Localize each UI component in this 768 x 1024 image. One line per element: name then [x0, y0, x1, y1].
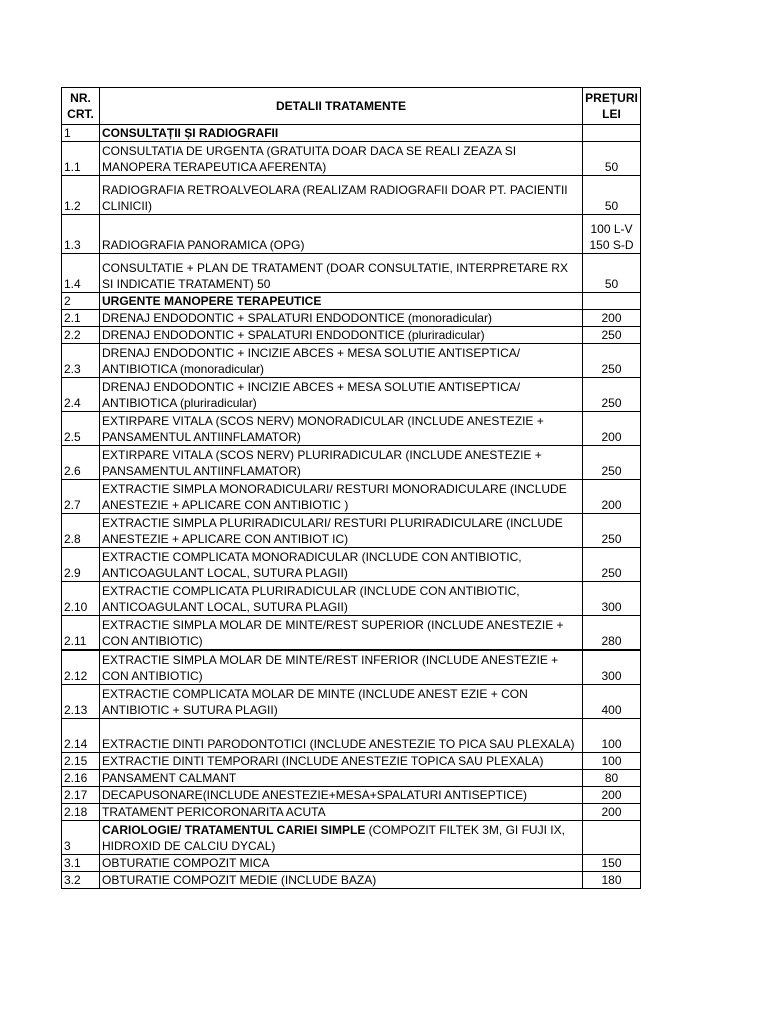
row-number: 2.12 [62, 650, 100, 685]
row-description: TRATAMENT PERICORONARITA ACUTA [100, 804, 583, 821]
row-description [100, 821, 583, 855]
row-number: 2.1 [62, 310, 100, 327]
row-price: 250 [583, 514, 641, 548]
table-row [62, 176, 641, 215]
row-number: 2.3 [62, 344, 100, 378]
row-description: DRENAJ ENDODONTIC + INCIZIE ABCES + MESA SOLUTIE ANTISEPTICA/ ANTIBIOTICA (monoradicular) [100, 344, 583, 378]
row-description: EXTRACTIE DINTI TEMPORARI (INCLUDE ANESTEZIE TOPICA SAU PLEXALA) [100, 753, 583, 770]
table-row [62, 142, 641, 176]
row-number: 1.1 [62, 142, 100, 176]
header-details: DETALII TRATAMENTE [100, 88, 583, 125]
row-description: EXTIRPARE VITALA (SCOS NERV) PLURIRADICULAR (INCLUDE ANESTEZIE + PANSAMENTUL ANTIINFLAMATOR) [100, 446, 583, 480]
row-number: 2.16 [62, 770, 100, 787]
row-number: 1 [62, 125, 100, 142]
table-row [62, 412, 641, 446]
table-row [62, 650, 641, 685]
table-row [62, 753, 641, 770]
row-price: 200 [583, 310, 641, 327]
row-price: 250 [583, 344, 641, 378]
row-number: 3 [62, 821, 100, 855]
table-row [62, 770, 641, 787]
table-row [62, 872, 641, 889]
row-number: 2.15 [62, 753, 100, 770]
row-number: 1.3 [62, 215, 100, 254]
table-row [62, 327, 641, 344]
row-description: CONSULTATIE + PLAN DE TRATAMENT (DOAR CONSULTATIE, INTERPRETARE RX SI INDICATIE TRATAMENT) 50 [100, 254, 583, 293]
row-price: 250 [583, 378, 641, 412]
table-row [62, 548, 641, 582]
table-row [62, 446, 641, 480]
row-price: 100 [583, 753, 641, 770]
section-title: CONSULTAȚII ȘI RADIOGRAFII [102, 126, 279, 140]
row-number: 2.9 [62, 548, 100, 582]
row-description: DRENAJ ENDODONTIC + SPALATURI ENDODONTICE (monoradicular) [100, 310, 583, 327]
table-header-row [62, 88, 641, 125]
row-price [583, 821, 641, 855]
section-subtitle: (COMPOZIT FILTEK 3M, GI FUJI IX, HIDROXID DE CALCIU DYCAL) [102, 823, 565, 853]
row-number: 2 [62, 293, 100, 310]
header-prices: PREȚURI LEI [583, 88, 641, 125]
table-row [62, 719, 641, 753]
table-row [62, 787, 641, 804]
row-number: 2.13 [62, 685, 100, 719]
row-description [100, 293, 583, 310]
section-title: CARIOLOGIE/ TRATAMENTUL CARIEI SIMPLE [102, 823, 366, 837]
row-price: 250 [583, 446, 641, 480]
table-row [62, 378, 641, 412]
row-price: 200 [583, 787, 641, 804]
table-row [62, 215, 641, 254]
table-row [62, 293, 641, 310]
row-number: 2.5 [62, 412, 100, 446]
row-number: 2.4 [62, 378, 100, 412]
row-price [583, 125, 641, 142]
table-row [62, 310, 641, 327]
row-price: 200 [583, 804, 641, 821]
section-title: URGENTE MANOPERE TERAPEUTICE [102, 294, 322, 308]
row-description: DECAPUSONARE(INCLUDE ANESTEZIE+MESA+SPALATURI ANTISEPTICE) [100, 787, 583, 804]
table-row [62, 685, 641, 719]
table-row [62, 582, 641, 616]
row-description: EXTRACTIE SIMPLA PLURIRADICULARI/ RESTURI PLURIRADICULARE (INCLUDE ANESTEZIE + APLICARE CON ANTIBIOT IC) [100, 514, 583, 548]
row-description: CONSULTATIA DE URGENTA (GRATUITA DOAR DACA SE REALI ZEAZA SI MANOPERA TERAPEUTICA AFERENTA) [100, 142, 583, 176]
row-price: 50 [583, 176, 641, 215]
row-description: RADIOGRAFIA RETROALVEOLARA (REALIZAM RADIOGRAFII DOAR PT. PACIENTII CLINICII) [100, 176, 583, 215]
row-price: 180 [583, 872, 641, 889]
table-row [62, 804, 641, 821]
table-row [62, 855, 641, 872]
row-description: OBTURATIE COMPOZIT MEDIE (INCLUDE BAZA) [100, 872, 583, 889]
row-number: 2.11 [62, 616, 100, 651]
table-row [62, 125, 641, 142]
table-row [62, 344, 641, 378]
row-price: 150 [583, 855, 641, 872]
row-price: 250 [583, 327, 641, 344]
row-description: RADIOGRAFIA PANORAMICA (OPG) [100, 215, 583, 254]
row-description: OBTURATIE COMPOZIT MICA [100, 855, 583, 872]
row-description: PANSAMENT CALMANT [100, 770, 583, 787]
table-row [62, 480, 641, 514]
price-list-table [61, 87, 641, 889]
row-description: EXTRACTIE COMPLICATA MOLAR DE MINTE (INCLUDE ANEST EZIE + CON ANTIBIOTIC + SUTURA PLAGII) [100, 685, 583, 719]
row-price: 300 [583, 582, 641, 616]
row-price: 300 [583, 650, 641, 685]
row-description [100, 125, 583, 142]
header-nr-crt: NR. CRT. [62, 88, 100, 125]
row-price: 100 L-V 150 S-D [583, 215, 641, 254]
table-row [62, 616, 641, 651]
row-price: 280 [583, 616, 641, 651]
row-number: 3.1 [62, 855, 100, 872]
row-price: 100 [583, 719, 641, 753]
row-number: 2.18 [62, 804, 100, 821]
table-row [62, 821, 641, 855]
table-row [62, 254, 641, 293]
row-price: 80 [583, 770, 641, 787]
row-price: 50 [583, 254, 641, 293]
row-description: EXTRACTIE DINTI PARODONTOTICI (INCLUDE ANESTEZIE TO PICA SAU PLEXALA) [100, 719, 583, 753]
row-number: 2.10 [62, 582, 100, 616]
row-description: EXTRACTIE SIMPLA MONORADICULARI/ RESTURI MONORADICULARE (INCLUDE ANESTEZIE + APLICARE CON ANTIBIOTIC ) [100, 480, 583, 514]
row-price: 200 [583, 480, 641, 514]
row-number: 2.17 [62, 787, 100, 804]
row-price: 400 [583, 685, 641, 719]
row-price: 200 [583, 412, 641, 446]
row-description: EXTRACTIE SIMPLA MOLAR DE MINTE/REST INFERIOR (INCLUDE ANESTEZIE + CON ANTIBIOTIC) [100, 650, 583, 685]
row-price: 50 [583, 142, 641, 176]
row-number: 2.2 [62, 327, 100, 344]
row-price [583, 293, 641, 310]
row-description: EXTRACTIE COMPLICATA MONORADICULAR (INCLUDE CON ANTIBIOTIC, ANTICOAGULANT LOCAL, SUTURA PLAGII) [100, 548, 583, 582]
row-number: 2.8 [62, 514, 100, 548]
row-number: 2.14 [62, 719, 100, 753]
row-number: 2.6 [62, 446, 100, 480]
row-number: 2.7 [62, 480, 100, 514]
row-number: 1.2 [62, 176, 100, 215]
row-price: 250 [583, 548, 641, 582]
row-description: DRENAJ ENDODONTIC + INCIZIE ABCES + MESA SOLUTIE ANTISEPTICA/ ANTIBIOTICA (pluriradicular) [100, 378, 583, 412]
row-description: EXTRACTIE SIMPLA MOLAR DE MINTE/REST SUPERIOR (INCLUDE ANESTEZIE + CON ANTIBIOTIC) [100, 616, 583, 651]
table-row [62, 514, 641, 548]
row-description: EXTIRPARE VITALA (SCOS NERV) MONORADICULAR (INCLUDE ANESTEZIE + PANSAMENTUL ANTIINFLAMATOR) [100, 412, 583, 446]
row-number: 3.2 [62, 872, 100, 889]
row-number: 1.4 [62, 254, 100, 293]
row-description: EXTRACTIE COMPLICATA PLURIRADICULAR (INCLUDE CON ANTIBIOTIC, ANTICOAGULANT LOCAL, SUTURA PLAGII) [100, 582, 583, 616]
row-description: DRENAJ ENDODONTIC + SPALATURI ENDODONTICE (pluriradicular) [100, 327, 583, 344]
